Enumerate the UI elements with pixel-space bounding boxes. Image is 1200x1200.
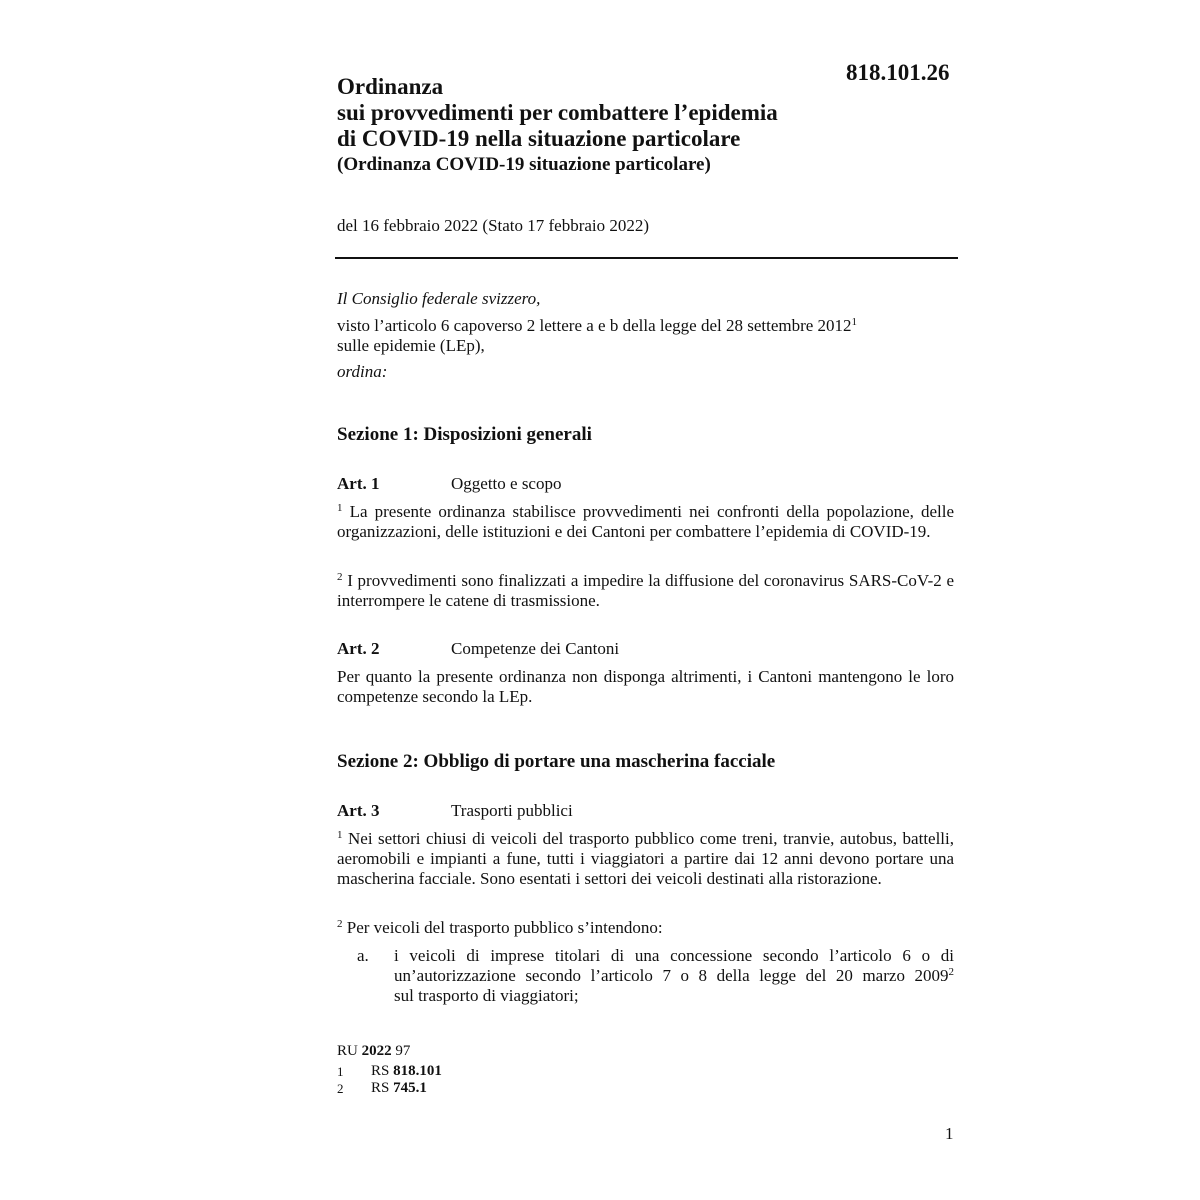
title-line-3: di COVID-19 nella situazione particolare — [337, 126, 741, 151]
ru-prefix: RU — [337, 1043, 358, 1059]
article-1-paragraph-2 — [337, 571, 954, 611]
paragraph-number: 1 — [337, 502, 343, 514]
preamble-decree: ordina: — [337, 362, 388, 381]
article-1-title: Oggetto e scopo — [451, 474, 562, 493]
footnote-prefix: RS — [371, 1063, 390, 1079]
section-1-title: Sezione 1: Disposizioni generali — [337, 424, 592, 445]
article-3-title: Trasporti pubblici — [451, 801, 573, 820]
footnote-1-number: 1 — [337, 1064, 344, 1079]
footnote-2 — [371, 1080, 427, 1097]
legal-basis-line-2: sulle epidemie (LEp), — [337, 336, 485, 355]
article-1-paragraph-1 — [337, 502, 954, 542]
paragraph-number: 2 — [337, 571, 343, 583]
legal-basis-line-1: visto l’articolo 6 capoverso 2 lettere a e b della legge del 28 settembre 2012 — [337, 316, 852, 335]
footnote-2-number: 2 — [337, 1081, 344, 1096]
paragraph-number: 1 — [337, 829, 343, 841]
preamble-legal-basis — [337, 316, 857, 336]
article-2-title: Competenze dei Cantoni — [451, 639, 620, 658]
sr-number: 818.101.26 — [846, 60, 950, 85]
paragraph-number: 2 — [337, 918, 343, 930]
ru-page: 97 — [395, 1043, 411, 1059]
article-3-number: Art. 3 — [337, 801, 380, 820]
official-compilation-ref — [337, 1043, 410, 1060]
footnote-ref-1[interactable]: 1 — [851, 316, 858, 328]
list-item-text: i veicoli di imprese titolari di una concessione secondo l’articolo 6 o di un’autorizzazione secondo l’articolo 7 o 8 della legge del 20 marzo 2009 — [394, 946, 954, 985]
section-2-title: Sezione 2: Obbligo di portare una mascherina facciale — [337, 751, 776, 772]
title-line-1: Ordinanza — [337, 74, 444, 99]
list-item — [394, 946, 954, 1006]
paragraph-text: La presente ordinanza stabilisce provvedimenti nei confronti della popolazione, delle organizzazioni, delle istituzioni e dei Cantoni per combattere l’epidemia di COVID-19. — [337, 502, 955, 541]
footnote-ref-2[interactable]: 2 — [948, 966, 954, 978]
list-item-text-continued: sul trasporto di viaggiatori; — [394, 986, 579, 1005]
header-divider — [335, 257, 958, 259]
document-title — [337, 74, 897, 152]
article-3-paragraph-1 — [337, 829, 954, 889]
footnote-ref: 818.101 — [393, 1063, 442, 1079]
ru-year: 2022 — [361, 1043, 392, 1059]
title-line-2: sui provvedimenti per combattere l’epidemia — [337, 100, 778, 125]
list-item-letter: a. — [357, 946, 369, 965]
article-2-number: Art. 2 — [337, 639, 380, 658]
preamble-authority: Il Consiglio federale svizzero, — [337, 289, 541, 308]
short-title: (Ordinanza COVID-19 situazione particolare) — [337, 154, 711, 175]
paragraph-text: Per veicoli del trasporto pubblico s’intendono: — [346, 918, 663, 937]
page-number: 1 — [945, 1124, 954, 1143]
paragraph-text: Nei settori chiusi di veicoli del trasporto pubblico come treni, tranvie, autobus, battelli, aeromobili e impianti a fune, tutti i viaggiatori a partire dai 12 anni devono portare una mascherina facciale. Sono esentati i settori dei veicoli destinati alla ristorazione. — [337, 829, 955, 888]
footnote-1 — [371, 1063, 442, 1080]
article-2-paragraph: Per quanto la presente ordinanza non disponga altrimenti, i Cantoni mantengono le loro competenze secondo la LEp. — [337, 667, 954, 706]
paragraph-text: I provvedimenti sono finalizzati a impedire la diffusione del coronavirus SARS-CoV-2 e interrompere le catene di trasmissione. — [337, 571, 955, 610]
footnote-ref: 745.1 — [393, 1080, 427, 1096]
document-date: del 16 febbraio 2022 (Stato 17 febbraio 2022) — [337, 216, 650, 235]
footnote-prefix: RS — [371, 1080, 390, 1096]
article-1-number: Art. 1 — [337, 474, 380, 493]
article-3-paragraph-2 — [337, 918, 954, 938]
